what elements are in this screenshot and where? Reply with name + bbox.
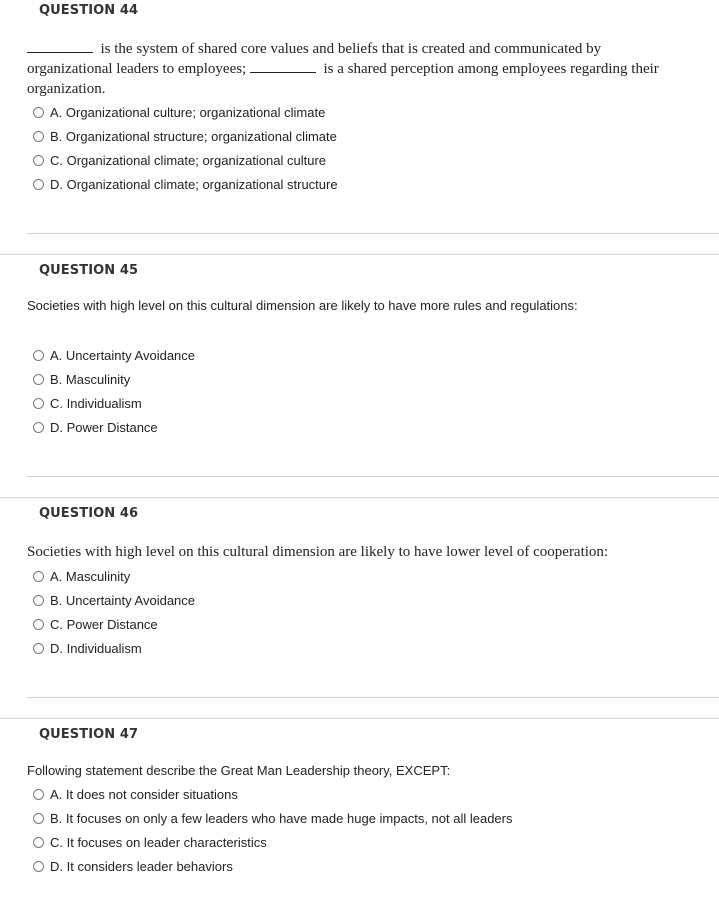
option-label: A. It does not consider situations [50,786,238,802]
question-46-title: QUESTION 46 [39,506,139,521]
question-46-stem: Societies with high level on this cultural dimension are likely to have lower level of cooperation: [27,544,609,560]
option-label: C. Power Distance [50,616,158,632]
stem-text: is a shared perception among employees regarding their [323,61,659,77]
option-label: A. Organizational culture; organizational climate [50,104,326,120]
option-label: D. Power Distance [50,419,158,435]
q45-option-d[interactable] [33,419,158,435]
option-label: B. Uncertainty Avoidance [50,592,196,608]
blank-1 [27,39,93,53]
radio-button[interactable] [33,350,44,361]
radio-button[interactable] [33,861,44,872]
radio-button[interactable] [33,789,44,800]
option-label: A. Uncertainty Avoidance [50,347,196,363]
option-label: B. Organizational structure; organizational climate [50,128,337,144]
radio-button[interactable] [33,643,44,654]
option-label: D. Organizational climate; organizational structure [50,176,338,192]
radio-button[interactable] [33,179,44,190]
q45-option-b[interactable] [33,371,130,387]
q44-option-a[interactable] [33,104,325,120]
q46-option-d[interactable] [33,640,142,656]
question-47-title: QUESTION 47 [39,727,139,742]
divider [27,233,719,234]
radio-button[interactable] [33,131,44,142]
option-label: D. It considers leader behaviors [50,858,233,874]
question-border [0,718,719,719]
q44-option-c[interactable] [33,152,326,168]
q47-option-b[interactable] [33,810,512,826]
radio-button[interactable] [33,619,44,630]
radio-button[interactable] [33,398,44,409]
q46-option-a[interactable] [33,568,130,584]
q46-option-b[interactable] [33,592,195,608]
radio-button[interactable] [33,155,44,166]
blank-2 [250,59,316,73]
radio-button[interactable] [33,813,44,824]
radio-button[interactable] [33,837,44,848]
question-45-stem: Societies with high level on this cultural dimension are likely to have more rules and regulations: [27,298,578,313]
option-label: B. Masculinity [50,371,131,387]
radio-button[interactable] [33,595,44,606]
radio-button[interactable] [33,422,44,433]
question-45-title: QUESTION 45 [39,263,139,278]
q47-option-c[interactable] [33,834,267,850]
q44-option-b[interactable] [33,128,337,144]
question-44-stem [27,39,707,99]
option-label: A. Masculinity [50,568,131,584]
divider [27,476,719,477]
q44-option-d[interactable] [33,176,338,192]
option-label: D. Individualism [50,640,142,656]
option-label: C. Organizational climate; organizational culture [50,152,327,168]
q47-option-d[interactable] [33,858,233,874]
option-label: C. It focuses on leader characteristics [50,834,267,850]
stem-text: organizational leaders to employees; [27,61,247,77]
q47-option-a[interactable] [33,786,238,802]
question-47-stem: Following statement describe the Great Man Leadership theory, EXCEPT: [27,763,451,778]
stem-text: organization. [27,81,106,97]
stem-text: is the system of shared core values and beliefs that is created and communicated by [100,41,602,57]
question-border [0,497,719,498]
radio-button[interactable] [33,374,44,385]
q45-option-c[interactable] [33,395,142,411]
option-label: B. It focuses on only a few leaders who have made huge impacts, not all leaders [50,810,513,826]
q45-option-a[interactable] [33,347,195,363]
q46-option-c[interactable] [33,616,158,632]
radio-button[interactable] [33,107,44,118]
question-border [0,254,719,255]
option-label: C. Individualism [50,395,142,411]
question-44-title: QUESTION 44 [39,3,139,18]
radio-button[interactable] [33,571,44,582]
divider [27,697,719,698]
